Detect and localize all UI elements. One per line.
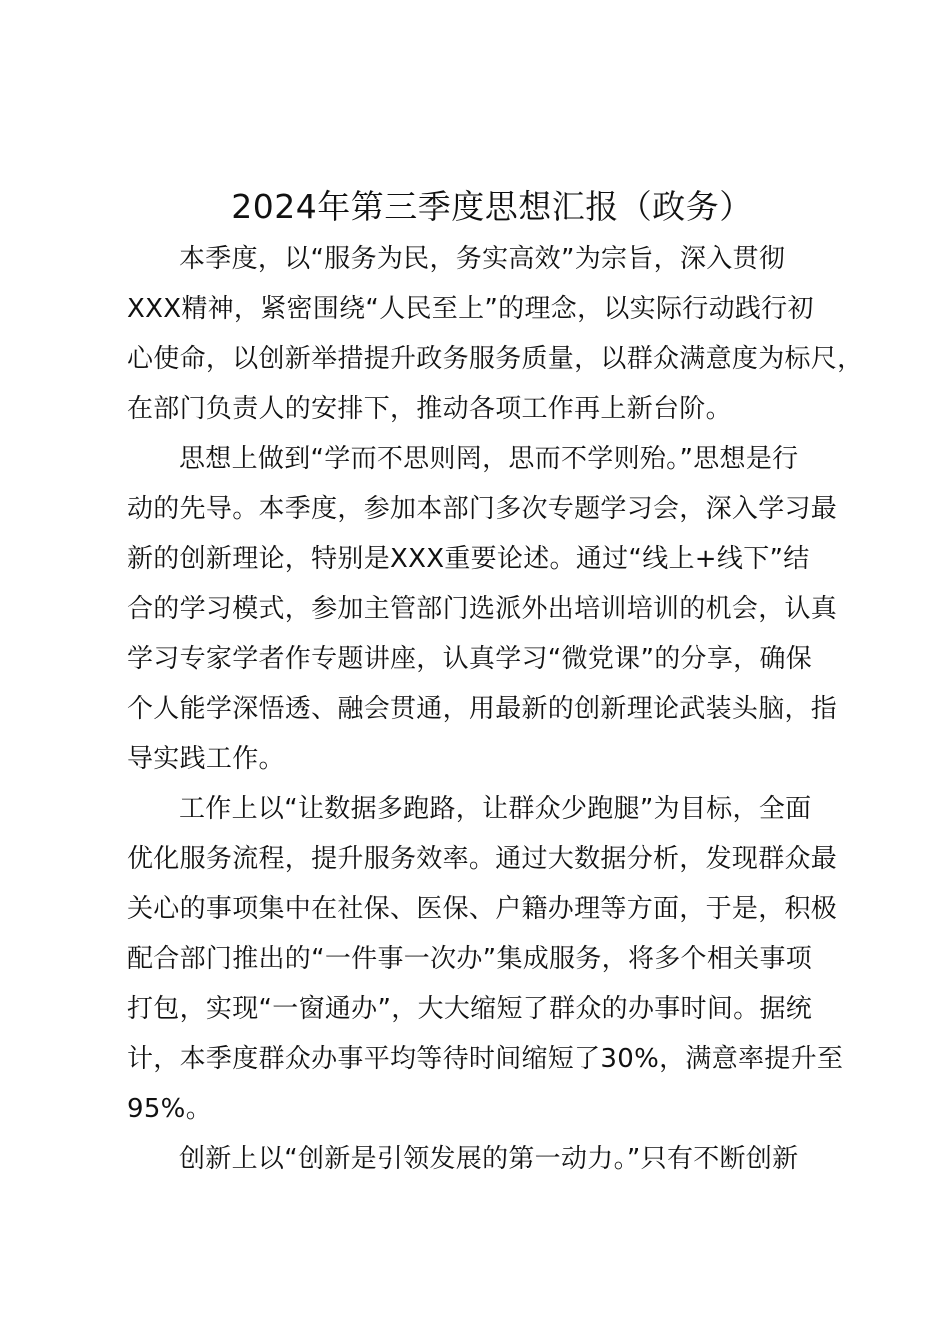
paragraph-line: 思想上做到“学而不思则罔，思而不学则殆。”思想是行 bbox=[179, 444, 799, 474]
paragraph-line: 导实践工作。 bbox=[127, 744, 285, 774]
paragraph-line: 关心的事项集中在社保、医保、户籍办理等方面，于是，积极 bbox=[127, 894, 838, 924]
document-title: 2024年第三季度思想汇报（政务） bbox=[231, 187, 753, 226]
paragraph-line: XXX精神，紧密围绕“人民至上”的理念，以实际行动践行初 bbox=[127, 294, 814, 324]
paragraph-line: 学习专家学者作专题讲座，认真学习“微党课”的分享，确保 bbox=[127, 644, 813, 674]
paragraph-line: 95%。 bbox=[127, 1094, 212, 1124]
paragraph-line: 心使命，以创新举措提升政务服务质量，以群众满意度为标尺， bbox=[127, 344, 864, 374]
paragraph-line: 动的先导。本季度，参加本部门多次专题学习会，深入学习最 bbox=[127, 494, 838, 524]
paragraph-thought bbox=[127, 434, 857, 784]
paragraph-line: 配合部门推出的“一件事一次办”集成服务，将多个相关事项 bbox=[127, 944, 813, 974]
paragraph-line: 工作上以“让数据多跑路，让群众少跑腿”为目标，全面 bbox=[179, 794, 812, 824]
paragraph-line: 新的创新理论，特别是XXX重要论述。通过“线上+线下”结 bbox=[127, 544, 810, 574]
paragraph-line: 计，本季度群众办事平均等待时间缩短了30%，满意率提升至 bbox=[127, 1044, 844, 1074]
paragraph-line: 在部门负责人的安排下，推动各项工作再上新台阶。 bbox=[127, 394, 732, 424]
paragraph-line: 优化服务流程，提升服务效率。通过大数据分析，发现群众最 bbox=[127, 844, 838, 874]
paragraph-intro bbox=[127, 234, 864, 434]
paragraph-work bbox=[127, 784, 857, 1134]
document-body bbox=[127, 180, 864, 1184]
paragraph-innovation bbox=[127, 1134, 857, 1184]
paragraph-line: 打包，实现“一窗通办”，大大缩短了群众的办事时间。据统 bbox=[127, 994, 813, 1024]
paragraph-line: 本季度，以“服务为民，务实高效”为宗旨，深入贯彻 bbox=[179, 244, 786, 274]
paragraph-line: 个人能学深悟透、融会贯通，用最新的创新理论武装头脑，指 bbox=[127, 694, 838, 724]
paragraph-line: 创新上以“创新是引领发展的第一动力。”只有不断创新 bbox=[179, 1144, 799, 1174]
paragraph-line: 合的学习模式，参加主管部门选派外出培训培训的机会，认真 bbox=[127, 594, 838, 624]
